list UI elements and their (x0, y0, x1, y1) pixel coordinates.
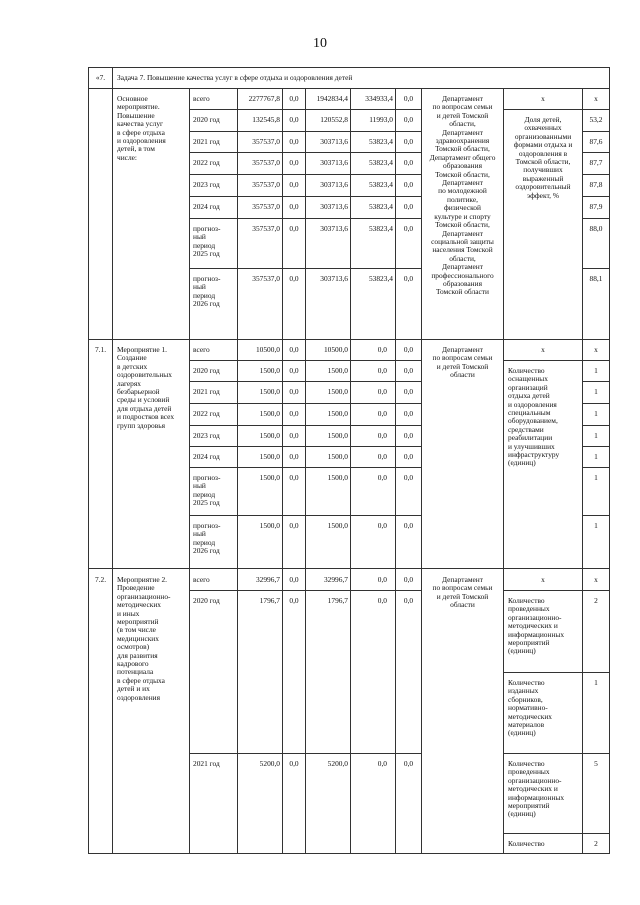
indicator-value: 1 (594, 387, 598, 396)
row-divider (582, 425, 610, 426)
indicator-text: Количество проведенных организационно- методических и информационных мероприятий (единиц) (508, 596, 565, 656)
extra-cell: 0,0 (403, 345, 414, 354)
federal-cell: 0,0 (289, 94, 299, 103)
local-cell: 53823,4 (368, 202, 393, 211)
value-total: x (594, 345, 598, 354)
row-divider (503, 590, 610, 591)
total-cell: 1500,0 (259, 521, 280, 530)
federal-cell: 0,0 (289, 452, 299, 461)
row-divider (503, 360, 610, 361)
extra-cell: 0,0 (403, 409, 414, 418)
period-cell: 2024 год (193, 202, 220, 211)
federal-cell: 0,0 (289, 575, 299, 584)
total-cell: 1500,0 (259, 473, 280, 482)
local-cell: 53823,4 (368, 224, 393, 233)
executor-text: Департамент по вопросам семьи и детей Томской области, Департамент здравоохранения Томской области, Департамент общего образования Томской области, Департамент по молодежной политике, физической культуре и спорту Томской области, Департамент социальной защиты населения Томской области, Департамент профессионального образования Томской области (429, 94, 496, 297)
federal-cell: 0,0 (289, 158, 299, 167)
task-title: Задача 7. Повышение качества услуг в сфере отдыха и оздоровления детей (117, 73, 353, 82)
total-cell: 357537,0 (252, 224, 280, 233)
total-cell: 1500,0 (259, 431, 280, 440)
total-cell: 1796,7 (259, 596, 280, 605)
regional-cell: 1500,0 (327, 473, 348, 482)
indicator-value: 2 (594, 839, 598, 848)
regional-cell: 120552,8 (320, 115, 348, 124)
total-cell: 357537,0 (252, 274, 280, 283)
row-divider (582, 403, 610, 404)
local-cell: 0,0 (377, 366, 387, 375)
federal-cell: 0,0 (289, 366, 299, 375)
total-cell: 357537,0 (252, 158, 280, 167)
total-cell: 1500,0 (259, 409, 280, 418)
row-divider (582, 268, 610, 269)
local-cell: 0,0 (377, 473, 387, 482)
value-total: x (594, 94, 598, 103)
local-cell: 0,0 (377, 452, 387, 461)
total-cell: 1500,0 (259, 452, 280, 461)
extra-cell: 0,0 (403, 158, 414, 167)
indicator-value: 5 (594, 759, 598, 768)
indicator-value: 87,6 (589, 137, 603, 146)
extra-cell: 0,0 (403, 94, 414, 103)
local-cell: 0,0 (377, 575, 387, 584)
row-divider (582, 174, 610, 175)
indicator-text: Количество оснащенных организаций отдыха детей и оздоровления специальным оборудованием, средствами реабилитации и улучшивших инфраструктуру (единиц) (508, 366, 560, 468)
federal-cell: 0,0 (289, 409, 299, 418)
row-divider (582, 467, 610, 468)
total-cell: 10500,0 (255, 345, 280, 354)
total-cell: 132545,8 (252, 115, 280, 124)
period-cell: всего (193, 94, 210, 103)
federal-cell: 0,0 (289, 387, 299, 396)
total-cell: 2277767,8 (248, 94, 280, 103)
total-cell: 357537,0 (252, 137, 280, 146)
period-cell: всего (193, 345, 210, 354)
extra-cell: 0,0 (403, 274, 414, 283)
indicator-total: x (541, 345, 545, 354)
extra-cell: 0,0 (403, 596, 414, 605)
local-cell: 11993,0 (369, 115, 393, 124)
local-cell: 0,0 (377, 387, 387, 396)
row-divider (582, 131, 610, 132)
period-cell: 2020 год (193, 115, 220, 124)
regional-cell: 1500,0 (327, 409, 348, 418)
row-divider (503, 833, 610, 834)
indicator-value: 88,0 (589, 224, 603, 233)
federal-cell: 0,0 (289, 180, 299, 189)
table-border-right (609, 67, 610, 853)
regional-cell: 1500,0 (327, 521, 348, 530)
total-cell: 32996,7 (255, 575, 280, 584)
table-border-left (88, 67, 89, 853)
indicator-value: 1 (594, 473, 598, 482)
indicator-value: 1 (594, 452, 598, 461)
regional-cell: 1796,7 (327, 596, 348, 605)
extra-cell: 0,0 (403, 387, 414, 396)
local-cell: 0,0 (377, 521, 387, 530)
indicator-value: 1 (594, 431, 598, 440)
period-cell: прогноз- ный период 2025 год (193, 473, 221, 508)
regional-cell: 1500,0 (327, 452, 348, 461)
indicator-value: 53,2 (589, 115, 603, 124)
local-cell: 53823,4 (368, 158, 393, 167)
executor-text: Департамент по вопросам семьи и детей Томской области (432, 345, 493, 380)
federal-cell: 0,0 (289, 431, 299, 440)
col-divider (112, 67, 113, 853)
period-cell: 2022 год (193, 409, 220, 418)
period-cell: 2021 год (193, 137, 220, 146)
indicator-text: Количество проведенных организационно- методических и информационных мероприятий (единиц) (508, 759, 565, 819)
extra-cell: 0,0 (403, 473, 414, 482)
period-cell: 2021 год (193, 387, 220, 396)
federal-cell: 0,0 (289, 202, 299, 211)
indicator-value: 1 (594, 521, 598, 530)
total-cell: 1500,0 (259, 387, 280, 396)
row-divider (503, 672, 610, 673)
extra-cell: 0,0 (403, 137, 414, 146)
indicator-value: 87,7 (589, 158, 603, 167)
local-cell: 53823,4 (368, 180, 393, 189)
total-cell: 357537,0 (252, 202, 280, 211)
row-divider (582, 381, 610, 382)
local-cell: 0,0 (377, 596, 387, 605)
period-cell: 2024 год (193, 452, 220, 461)
activity-name: Основное мероприятие. Повышение качества услуг в сфере отдыха и оздоровления детей, в том числе: (117, 94, 166, 162)
activity-number: 7.2. (94, 575, 107, 584)
row-divider (88, 568, 610, 569)
indicator-text: Количество (508, 839, 545, 848)
period-cell: всего (193, 575, 210, 584)
task-number: «7. (95, 73, 106, 82)
regional-cell: 303713,6 (320, 158, 348, 167)
col-divider (503, 88, 504, 853)
page-number: 10 (313, 36, 327, 51)
row-divider (503, 109, 610, 110)
table-border-bottom (88, 853, 610, 854)
local-cell: 0,0 (377, 759, 387, 768)
federal-cell: 0,0 (289, 759, 299, 768)
row-divider (582, 152, 610, 153)
period-cell: прогноз- ный период 2026 год (193, 521, 221, 556)
extra-cell: 0,0 (403, 180, 414, 189)
extra-cell: 0,0 (403, 759, 414, 768)
federal-cell: 0,0 (289, 224, 299, 233)
regional-cell: 303713,6 (320, 137, 348, 146)
indicator-value: 87,8 (589, 180, 603, 189)
extra-cell: 0,0 (403, 366, 414, 375)
indicator-value: 2 (594, 596, 598, 605)
extra-cell: 0,0 (403, 202, 414, 211)
row-divider (88, 339, 610, 340)
row-divider (503, 753, 610, 754)
regional-cell: 303713,6 (320, 274, 348, 283)
total-cell: 1500,0 (259, 366, 280, 375)
extra-cell: 0,0 (403, 115, 414, 124)
indicator-text: Количество изданных сборников, нормативно- методических материалов (единиц) (508, 678, 552, 738)
period-cell: 2023 год (193, 180, 220, 189)
extra-cell: 0,0 (403, 224, 414, 233)
indicator-text: Доля детей, охваченных организованными формами отдыха и оздоровления в Томской области, получивших выраженный оздоровительный эффект, % (513, 115, 573, 200)
local-cell: 0,0 (377, 431, 387, 440)
activity-number: 7.1. (94, 345, 107, 354)
period-cell: 2020 год (193, 596, 220, 605)
local-cell: 53823,4 (368, 137, 393, 146)
regional-cell: 1500,0 (327, 366, 348, 375)
extra-cell: 0,0 (403, 521, 414, 530)
federal-cell: 0,0 (289, 345, 299, 354)
row-divider (582, 218, 610, 219)
extra-cell: 0,0 (403, 431, 414, 440)
period-cell: 2021 год (193, 759, 220, 768)
federal-cell: 0,0 (289, 137, 299, 146)
federal-cell: 0,0 (289, 274, 299, 283)
activity-name: Мероприятие 2. Проведение организационно- методических и иных мероприятий (в том числе медицинских осмотров) для развития кадрового потенциала в сфере отдыха детей и их оздоровления (117, 575, 171, 702)
extra-cell: 0,0 (403, 452, 414, 461)
period-cell: 2020 год (193, 366, 220, 375)
local-cell: 0,0 (377, 409, 387, 418)
period-cell: 2022 год (193, 158, 220, 167)
indicator-value: 88,1 (589, 274, 603, 283)
regional-cell: 1500,0 (327, 387, 348, 396)
regional-cell: 10500,0 (323, 345, 348, 354)
regional-cell: 303713,6 (320, 180, 348, 189)
indicator-total: x (541, 575, 545, 584)
federal-cell: 0,0 (289, 596, 299, 605)
period-cell: прогноз- ный период 2026 год (193, 274, 221, 309)
row-divider (582, 446, 610, 447)
regional-cell: 32996,7 (323, 575, 348, 584)
indicator-value: 1 (594, 409, 598, 418)
local-cell: 53823,4 (368, 274, 393, 283)
federal-cell: 0,0 (289, 115, 299, 124)
regional-cell: 303713,6 (320, 224, 348, 233)
indicator-value: 1 (594, 678, 598, 687)
extra-cell: 0,0 (403, 575, 414, 584)
value-total: x (594, 575, 598, 584)
indicator-value: 87,9 (589, 202, 603, 211)
regional-cell: 1500,0 (327, 431, 348, 440)
local-cell: 0,0 (377, 345, 387, 354)
total-cell: 5200,0 (259, 759, 280, 768)
table-border-top (88, 67, 610, 68)
activity-name: Мероприятие 1. Создание в детских оздоровительных лагерях безбарьерной среды и условий для отдыха детей и подростков всех групп здоровья (117, 345, 175, 430)
col-divider (189, 88, 190, 853)
row-divider (582, 196, 610, 197)
indicator-value: 1 (594, 366, 598, 375)
regional-cell: 1942834,4 (316, 94, 348, 103)
indicator-total: x (541, 94, 545, 103)
period-cell: прогноз- ный период 2025 год (193, 224, 221, 259)
local-cell: 334933,4 (365, 94, 393, 103)
executor-text: Департамент по вопросам семьи и детей Томской области (432, 575, 493, 610)
total-cell: 357537,0 (252, 180, 280, 189)
federal-cell: 0,0 (289, 521, 299, 530)
regional-cell: 303713,6 (320, 202, 348, 211)
regional-cell: 5200,0 (327, 759, 348, 768)
federal-cell: 0,0 (289, 473, 299, 482)
row-divider (88, 88, 610, 89)
period-cell: 2023 год (193, 431, 220, 440)
row-divider (582, 515, 610, 516)
